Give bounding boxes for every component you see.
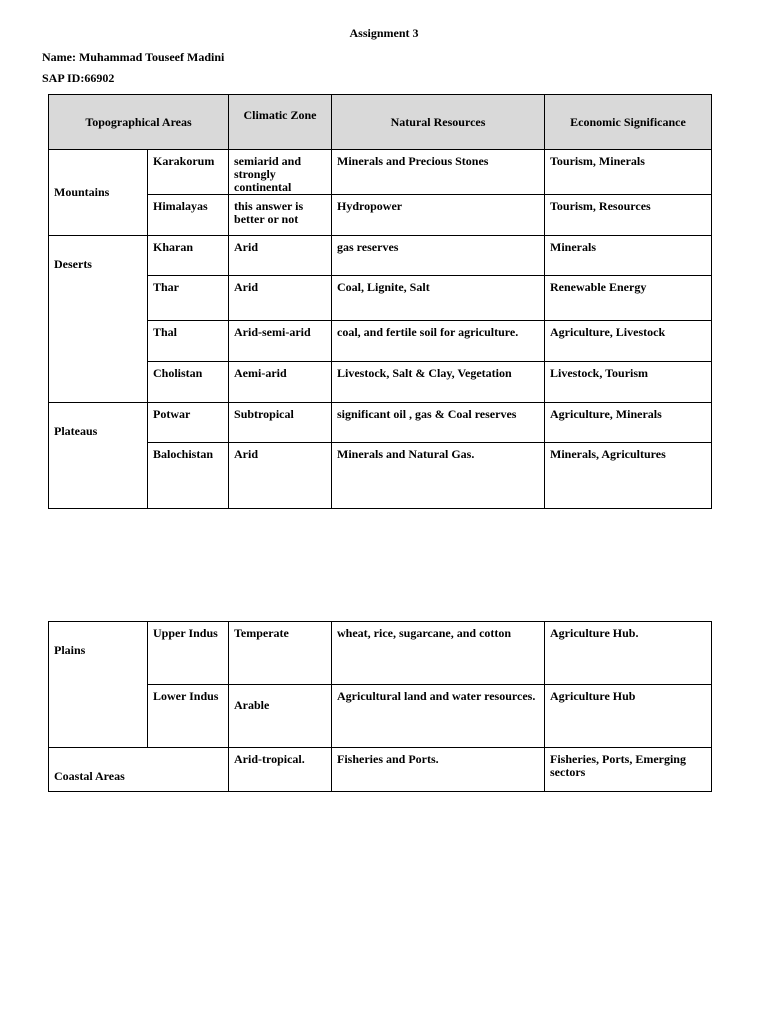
climate-cell: this answer is better or not [229, 195, 332, 236]
header-natural-resources: Natural Resources [332, 95, 545, 150]
economic-cell: Tourism, Minerals [545, 150, 712, 195]
climate-cell: Subtropical [229, 403, 332, 443]
resources-cell: Fisheries and Ports. [332, 748, 545, 792]
area-coastal: Coastal Areas [49, 748, 229, 792]
subregion-cell: Potwar [148, 403, 229, 443]
economic-cell: Agriculture, Livestock [545, 321, 712, 362]
header-topographical-areas: Topographical Areas [49, 95, 229, 150]
climate-cell: Arable [229, 685, 332, 748]
table-row [49, 685, 712, 748]
subregion-cell: Thal [148, 321, 229, 362]
area-plains: Plains [49, 622, 148, 748]
table-row [49, 443, 712, 509]
climate-cell: Temperate [229, 622, 332, 685]
topography-table [48, 94, 712, 509]
resources-cell: Minerals and Precious Stones [332, 150, 545, 195]
economic-cell: Tourism, Resources [545, 195, 712, 236]
subregion-cell: Thar [148, 276, 229, 321]
table-row [49, 748, 712, 792]
resources-cell: wheat, rice, sugarcane, and cotton [332, 622, 545, 685]
economic-cell: Fisheries, Ports, Emerging sectors [545, 748, 712, 792]
table-header-row [49, 95, 712, 150]
economic-cell: Minerals, Agricultures [545, 443, 712, 509]
resources-cell: significant oil , gas & Coal reserves [332, 403, 545, 443]
economic-cell: Agriculture, Minerals [545, 403, 712, 443]
economic-cell: Renewable Energy [545, 276, 712, 321]
resources-cell: Minerals and Natural Gas. [332, 443, 545, 509]
subregion-cell: Karakorum [148, 150, 229, 195]
subregion-cell: Lower Indus [148, 685, 229, 748]
climate-cell: Arid [229, 443, 332, 509]
economic-cell: Minerals [545, 236, 712, 276]
climate-cell: Arid [229, 276, 332, 321]
climate-cell: Arid-tropical. [229, 748, 332, 792]
resources-cell: Agricultural land and water resources. [332, 685, 545, 748]
table-row [49, 276, 712, 321]
plains-coastal-table [48, 621, 712, 792]
table-row [49, 403, 712, 443]
climate-cell: Arid-semi-arid [229, 321, 332, 362]
economic-cell: Agriculture Hub. [545, 622, 712, 685]
subregion-cell: Kharan [148, 236, 229, 276]
subregion-cell: Cholistan [148, 362, 229, 403]
area-deserts: Deserts [49, 236, 148, 403]
table-row [49, 236, 712, 276]
subregion-cell: Balochistan [148, 443, 229, 509]
header-climatic-zone: Climatic Zone [229, 95, 332, 150]
resources-cell: gas reserves [332, 236, 545, 276]
sap-id: SAP ID:66902 [42, 71, 115, 85]
table-row [49, 195, 712, 236]
resources-cell: coal, and fertile soil for agriculture. [332, 321, 545, 362]
climate-cell: Arid [229, 236, 332, 276]
header-economic-significance: Economic Significance [545, 95, 712, 150]
economic-cell: Agriculture Hub [545, 685, 712, 748]
student-name: Name: Muhammad Touseef Madini [42, 50, 225, 64]
climate-cell: Aemi-arid [229, 362, 332, 403]
resources-cell: Coal, Lignite, Salt [332, 276, 545, 321]
climate-cell: semiarid and strongly continental [229, 150, 332, 195]
economic-cell: Livestock, Tourism [545, 362, 712, 403]
resources-cell: Livestock, Salt & Clay, Vegetation [332, 362, 545, 403]
table-row [49, 622, 712, 685]
table-row [49, 362, 712, 403]
area-mountains: Mountains [49, 150, 148, 236]
area-plateaus: Plateaus [49, 403, 148, 509]
table-row [49, 150, 712, 195]
table-row [49, 321, 712, 362]
resources-cell: Hydropower [332, 195, 545, 236]
subregion-cell: Upper Indus [148, 622, 229, 685]
subregion-cell: Himalayas [148, 195, 229, 236]
document-title: Assignment 3 [349, 26, 419, 40]
